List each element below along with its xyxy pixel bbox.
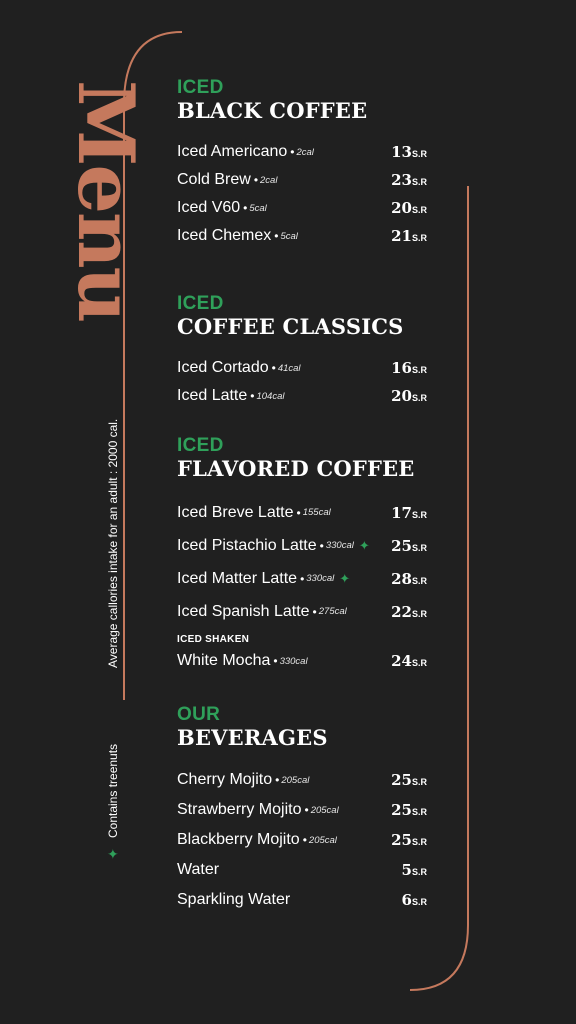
item-name: Water — [177, 861, 220, 878]
menu-item — [177, 138, 432, 166]
item-name: Iced Breve Latte — [177, 503, 294, 521]
item-price — [391, 652, 427, 670]
item-list — [177, 354, 432, 410]
separator-dot: • — [300, 571, 305, 586]
menu-item — [177, 222, 432, 250]
price-currency: S.R — [411, 777, 427, 787]
price-currency: S.R — [411, 837, 427, 847]
item-list — [177, 765, 432, 915]
section-our-beverages — [177, 705, 432, 915]
menu-item — [177, 562, 432, 595]
section-heading: BLACK COFFEE — [177, 98, 368, 123]
item-price — [391, 504, 427, 522]
section-heading: FLAVORED COFFEE — [177, 456, 415, 481]
item-calories: 2cal — [260, 174, 278, 186]
separator-dot: • — [243, 201, 248, 215]
menu-item — [177, 166, 432, 194]
menu-item — [177, 382, 432, 410]
calorie-note: Average callories intake for an adult : 2000 cal. — [106, 418, 120, 668]
item-name: Strawberry Mojito — [177, 801, 302, 818]
item-calories: 155cal — [302, 507, 331, 518]
item-price — [391, 537, 427, 555]
item-list — [177, 138, 432, 250]
price-amount: 25 — [391, 771, 412, 789]
price-amount: 25 — [391, 801, 412, 819]
menu-item — [177, 795, 432, 825]
item-calories: 330cal — [325, 540, 354, 551]
section-eyebrow: OUR — [177, 704, 221, 725]
item-price — [391, 387, 427, 405]
item-calories: 330cal — [306, 573, 335, 584]
separator-dot: • — [296, 505, 301, 520]
price-currency: S.R — [411, 233, 427, 243]
menu-item — [177, 595, 432, 628]
price-amount: 22 — [391, 602, 412, 621]
price-amount: 6 — [401, 891, 412, 909]
sparkle-star-icon: ✦ — [107, 846, 119, 862]
item-name: Iced Chemex — [177, 227, 272, 244]
price-currency: S.R — [411, 608, 427, 619]
menu-item — [177, 354, 432, 382]
item-calories: 275cal — [318, 606, 347, 617]
item-name: Blackberry Mojito — [177, 831, 300, 848]
price-currency: S.R — [411, 897, 427, 907]
item-name: Iced Pistachio Latte — [177, 536, 317, 554]
item-name: Iced Matter Latte — [177, 569, 298, 587]
separator-dot: • — [253, 173, 259, 187]
item-calories: 5cal — [280, 230, 298, 242]
item-price — [391, 603, 427, 621]
price-amount: 16 — [391, 359, 412, 377]
item-price — [391, 771, 427, 789]
item-price — [391, 171, 427, 189]
item-name: Iced V60 — [177, 199, 241, 216]
section-eyebrow: ICED — [177, 293, 224, 314]
section-eyebrow: ICED — [177, 77, 224, 98]
separator-dot: • — [250, 389, 255, 403]
item-name: Iced Spanish Latte — [177, 602, 310, 620]
price-currency: S.R — [411, 177, 427, 187]
item-name: Iced Cortado — [177, 359, 269, 376]
sparkle-star-icon: ✦ — [339, 570, 351, 586]
menu-item — [177, 855, 432, 885]
item-calories: 205cal — [308, 834, 337, 846]
item-price — [391, 570, 427, 588]
separator-dot: • — [319, 538, 324, 553]
price-currency: S.R — [411, 807, 427, 817]
item-calories: 330cal — [279, 655, 308, 667]
item-name: Iced Latte — [177, 387, 248, 404]
price-amount: 20 — [391, 199, 412, 217]
price-currency: S.R — [411, 867, 427, 877]
item-price — [391, 801, 427, 819]
menu-item — [177, 194, 432, 222]
price-currency: S.R — [411, 509, 427, 520]
price-amount: 21 — [391, 227, 412, 245]
section-eyebrow: ICED — [177, 435, 224, 456]
item-list — [177, 496, 432, 628]
price-currency: S.R — [411, 393, 427, 403]
item-price — [391, 227, 427, 245]
price-currency: S.R — [411, 365, 427, 375]
item-price — [391, 831, 427, 849]
separator-dot: • — [274, 229, 279, 243]
item-name: Cherry Mojito — [177, 771, 273, 788]
menu-item — [177, 647, 432, 675]
section-heading: COFFEE CLASSICS — [177, 314, 404, 339]
price-amount: 5 — [401, 861, 412, 879]
item-price — [391, 359, 427, 377]
item-price — [391, 143, 427, 161]
item-price — [391, 199, 427, 217]
separator-dot: • — [302, 833, 307, 847]
sub-item-list — [177, 647, 432, 675]
menu-item — [177, 529, 432, 562]
item-name: Cold Brew — [177, 171, 251, 188]
price-currency: S.R — [411, 575, 427, 586]
price-amount: 13 — [391, 143, 412, 161]
allergen-note: Contains treenuts — [106, 743, 120, 838]
menu-item — [177, 825, 432, 855]
sparkle-star-icon: ✦ — [358, 537, 370, 553]
separator-dot: • — [290, 145, 295, 159]
separator-dot: • — [312, 604, 317, 619]
price-amount: 25 — [391, 831, 412, 849]
menu-title: Menu — [60, 80, 151, 322]
item-name: Sparkling Water — [177, 891, 291, 908]
item-price — [402, 861, 427, 879]
price-amount: 20 — [391, 387, 412, 405]
separator-dot: • — [273, 654, 278, 668]
price-currency: S.R — [411, 149, 427, 159]
menu-item — [177, 885, 432, 915]
item-calories: 5cal — [249, 202, 267, 214]
price-amount: 23 — [391, 171, 412, 189]
section-heading: BEVERAGES — [177, 725, 328, 750]
separator-dot: • — [275, 773, 280, 787]
section-iced-black-coffee — [177, 78, 432, 250]
price-amount: 28 — [391, 569, 412, 588]
price-amount: 17 — [391, 503, 412, 522]
price-currency: S.R — [411, 205, 427, 215]
item-calories: 41cal — [277, 362, 301, 374]
item-calories: 205cal — [310, 804, 339, 816]
item-calories: 104cal — [256, 390, 285, 402]
separator-dot: • — [304, 803, 309, 817]
price-amount: 24 — [391, 652, 412, 670]
price-currency: S.R — [411, 658, 427, 668]
item-price — [402, 891, 427, 909]
section-iced-coffee-classics — [177, 294, 432, 410]
item-calories: 2cal — [296, 146, 314, 158]
price-amount: 25 — [391, 536, 412, 555]
item-name: White Mocha — [177, 652, 271, 669]
item-calories: 205cal — [281, 774, 310, 786]
sub-label: ICED SHAKEN — [177, 634, 250, 645]
separator-dot: • — [271, 361, 276, 375]
menu-item — [177, 765, 432, 795]
section-iced-flavored-coffee — [177, 436, 432, 675]
item-name: Iced Americano — [177, 143, 288, 160]
menu-item — [177, 496, 432, 529]
price-currency: S.R — [411, 542, 427, 553]
